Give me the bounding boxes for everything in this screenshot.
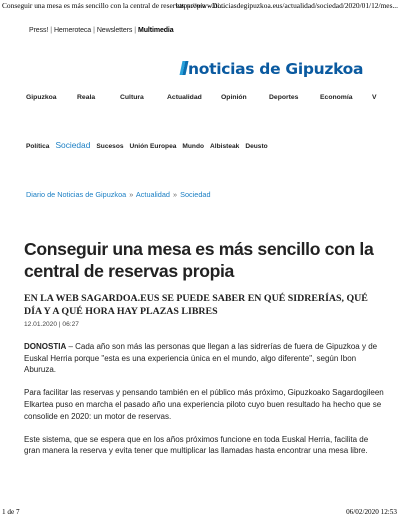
nav-item-cultura[interactable]: Cultura bbox=[120, 94, 144, 101]
print-page-url: https://www.noticiasdegipuzkoa.eus/actualidad/sociedad/2020/01/12/mes... bbox=[175, 1, 398, 10]
article-time: 06:27 bbox=[62, 321, 79, 328]
article-date: 12.01.2020 bbox=[24, 321, 58, 328]
toplink-separator: | bbox=[134, 27, 137, 34]
article-paragraph bbox=[24, 341, 386, 376]
article-subhead: EN LA WEB SAGARDOA.EUS SE PUEDE SABER EN QUÉ SIDRERÍAS, QUÉ DÍA Y A QUÉ HORA HAY PLAZAS LIBRES bbox=[24, 293, 368, 317]
subnav-item-union-europea[interactable]: Unión Europea bbox=[129, 143, 177, 150]
subnav-item-politica[interactable]: Política bbox=[26, 143, 50, 150]
subnav-item-sucesos[interactable]: Sucesos bbox=[96, 143, 124, 150]
article-headline: Conseguir una mesa es más sencillo con la central de reservas propia bbox=[24, 239, 374, 281]
sub-navigation bbox=[26, 140, 274, 151]
breadcrumb-home[interactable]: Diario de Noticias de Gipuzkoa bbox=[26, 190, 127, 199]
subnav-item-deusto[interactable]: Deusto bbox=[245, 143, 268, 150]
toplink-separator: | bbox=[50, 27, 52, 34]
toplink-multimedia[interactable]: Multimedia bbox=[138, 27, 174, 34]
subnav-item-sociedad[interactable]: Sociedad bbox=[55, 140, 91, 150]
toplink-separator: | bbox=[93, 27, 95, 34]
breadcrumb bbox=[26, 190, 211, 199]
breadcrumb-actualidad[interactable]: Actualidad bbox=[135, 190, 170, 199]
main-navigation bbox=[0, 94, 400, 106]
nav-item-opinion[interactable]: Opinión bbox=[221, 94, 247, 101]
breadcrumb-separator: » bbox=[173, 190, 178, 199]
print-footer bbox=[0, 508, 400, 518]
dateline-place: DONOSTIA bbox=[24, 342, 67, 351]
subnav-item-albisteak[interactable]: Albisteak bbox=[210, 143, 240, 150]
print-page-number: 1 de 7 bbox=[2, 508, 20, 516]
subnav-item-mundo[interactable]: Mundo bbox=[182, 143, 205, 150]
breadcrumb-separator: » bbox=[129, 190, 134, 199]
nav-item-reala[interactable]: Reala bbox=[77, 94, 96, 101]
nav-item-economia[interactable]: Economía bbox=[320, 94, 353, 101]
article-paragraph: Para facilitar las reservas y pensando también en el público más próximo, Gipuzkoako Sagardogileen Elkartea puso en marcha el pasado año una experiencia piloto cuyo buen resultado ha hecho que se consolide en 2020: un motor de reservas. bbox=[24, 388, 384, 421]
article-paragraph: Este sistema, que se espera que en los años próximos funcione en toda Euskal Herria, facilita de gran manera la reserva y evita tener que multiplicar las llamadas hasta encontrar una mesa libre. bbox=[24, 434, 369, 456]
breadcrumb-sociedad[interactable]: Sociedad bbox=[180, 190, 211, 199]
site-logo[interactable] bbox=[181, 56, 363, 78]
paragraph-text: – Cada año son más las personas que llegan a las sidrerías de fuera de Gipuzkoa y de Euskal Herria porque "esta es una experiencia única en el mundo, algo diferente", según Ibon Aburuza. bbox=[24, 342, 378, 375]
nav-item-truncated[interactable]: V bbox=[372, 94, 377, 101]
article-dateline bbox=[24, 321, 79, 328]
logo-text: noticias de Gipuzkoa bbox=[188, 60, 364, 78]
print-page-title: Conseguir una mesa es más sencillo con la central de reservas propia - Di... bbox=[2, 1, 225, 10]
print-datetime: 06/02/2020 12:53 bbox=[346, 508, 397, 516]
article-body bbox=[24, 341, 386, 469]
date-separator: | bbox=[58, 321, 61, 328]
toplink-hemeroteca[interactable]: Hemeroteca bbox=[53, 27, 92, 34]
nav-item-gipuzkoa[interactable]: Gipuzkoa bbox=[26, 94, 57, 101]
nav-item-actualidad[interactable]: Actualidad bbox=[167, 94, 202, 101]
nav-item-deportes[interactable]: Deportes bbox=[269, 94, 299, 101]
top-links bbox=[29, 27, 174, 34]
toplink-newsletters[interactable]: Newsletters bbox=[96, 27, 133, 34]
toplink-press[interactable]: Press! bbox=[29, 27, 49, 34]
print-header bbox=[0, 0, 400, 12]
